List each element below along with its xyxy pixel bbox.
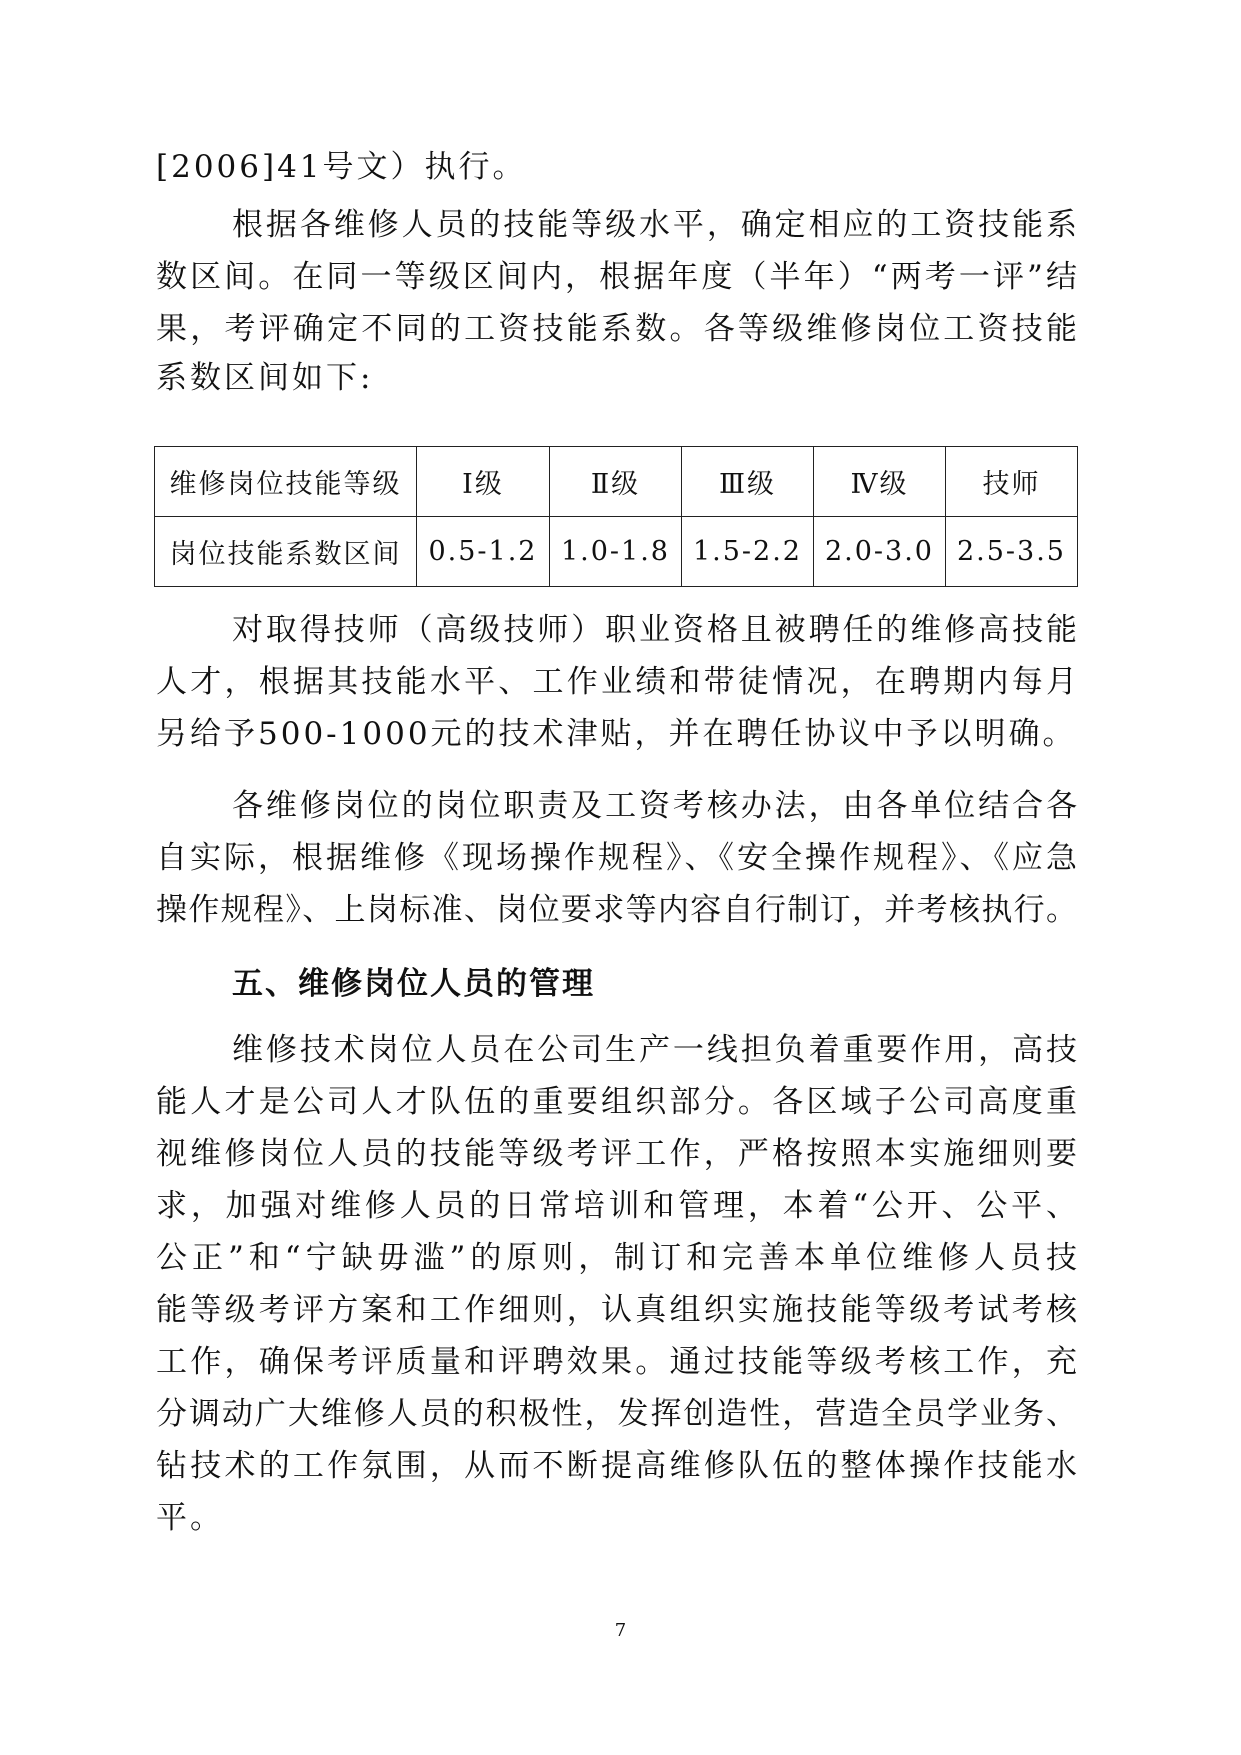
table-cell: 岗位技能系数区间 — [155, 517, 417, 587]
table-cell: Ⅳ级 — [814, 447, 946, 517]
table-cell: 0.5-1.2 — [417, 517, 550, 587]
skill-grade-table — [154, 446, 1078, 587]
table-cell: Ⅲ级 — [682, 447, 814, 517]
text-line: 能人才是公司人才队伍的重要组织部分。各区域子公司高度重 — [156, 1084, 1077, 1120]
table-cell: Ⅰ级 — [417, 447, 550, 517]
text-line: [2006]41号文）执行。 — [156, 149, 527, 185]
text-line: 自实际，根据维修《现场操作规程》、《安全操作规程》、《应急 — [156, 840, 1077, 876]
text-line: 系数区间如下: — [156, 360, 374, 396]
text-line: 根据各维修人员的技能等级水平，确定相应的工资技能系 — [232, 207, 1077, 243]
text-line: 数区间。在同一等级区间内，根据年度（半年）“两考一评”结 — [156, 259, 1077, 295]
text-line: 人才，根据其技能水平、工作业绩和带徒情况，在聘期内每月 — [156, 664, 1077, 700]
table-cell: 1.5-2.2 — [682, 517, 814, 587]
table-cell: 1.0-1.8 — [550, 517, 682, 587]
table-cell: 维修岗位技能等级 — [155, 447, 417, 517]
table-cell: 技师 — [946, 447, 1078, 517]
text-line: 公正”和“宁缺毋滥”的原则，制订和完善本单位维修人员技 — [156, 1240, 1077, 1276]
text-line: 求，加强对维修人员的日常培训和管理，本着“公开、公平、 — [156, 1188, 1077, 1224]
text-line: 另给予500-1000元的技术津贴，并在聘任协议中予以明确。 — [156, 716, 1077, 752]
text-line: 分调动广大维修人员的积极性，发挥创造性，营造全员学业务、 — [156, 1396, 1077, 1432]
text-line: 操作规程》、上岗标准、岗位要求等内容自行制订，并考核执行。 — [156, 892, 1077, 928]
text-line: 果，考评确定不同的工资技能系数。各等级维修岗位工资技能 — [156, 311, 1077, 347]
page-number: 7 — [614, 1620, 627, 1641]
text-line: 能等级考评方案和工作细则，认真组织实施技能等级考试考核 — [156, 1292, 1077, 1328]
table-row — [155, 517, 1078, 587]
text-line: 维修技术岗位人员在公司生产一线担负着重要作用，高技 — [232, 1032, 1077, 1068]
table-cell: 2.0-3.0 — [814, 517, 946, 587]
section-heading: 五、维修岗位人员的管理 — [232, 966, 595, 1002]
text-line: 各维修岗位的岗位职责及工资考核办法，由各单位结合各 — [232, 788, 1077, 824]
table-cell: Ⅱ级 — [550, 447, 682, 517]
table-cell: 2.5-3.5 — [946, 517, 1078, 587]
table-header-row — [155, 447, 1078, 517]
text-line: 对取得技师（高级技师）职业资格且被聘任的维修高技能 — [232, 612, 1077, 648]
text-line: 工作，确保考评质量和评聘效果。通过技能等级考核工作，充 — [156, 1344, 1077, 1380]
text-line: 钻技术的工作氛围，从而不断提高维修队伍的整体操作技能水 — [156, 1448, 1077, 1484]
text-line: 平。 — [156, 1500, 224, 1536]
text-line: 视维修岗位人员的技能等级考评工作，严格按照本实施细则要 — [156, 1136, 1077, 1172]
